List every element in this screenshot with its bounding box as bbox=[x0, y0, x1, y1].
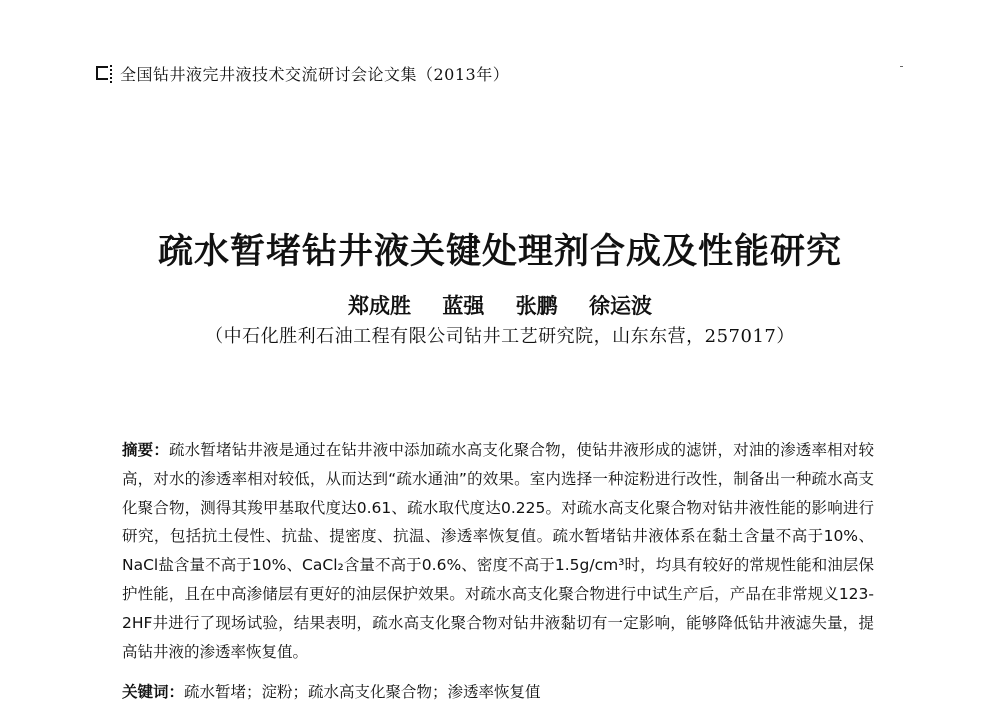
author: 郑成胜 bbox=[348, 293, 412, 318]
keywords-text: 疏水暂堵；淀粉；疏水高支化聚合物；渗透率恢复值 bbox=[184, 683, 541, 701]
author: 张鹏 bbox=[515, 293, 558, 318]
author-list bbox=[0, 290, 1000, 320]
scan-artifact bbox=[900, 66, 903, 67]
author: 蓝强 bbox=[442, 293, 485, 318]
keywords-label: 关键词： bbox=[122, 683, 185, 701]
paper-title: 疏水暂堵钻井液关键处理剂合成及性能研究 bbox=[157, 231, 842, 272]
proceedings-title: 全国钻井液完井液技术交流研讨会论文集（2013年） bbox=[120, 65, 510, 84]
author: 徐运波 bbox=[588, 293, 652, 318]
affiliation: （中石化胜利石油工程有限公司钻井工艺研究院，山东东营，257017） bbox=[205, 326, 795, 347]
book-icon bbox=[96, 64, 114, 84]
abstract-label: 摘要： bbox=[122, 441, 170, 459]
running-header bbox=[96, 62, 509, 85]
keywords bbox=[122, 680, 541, 702]
abstract bbox=[122, 436, 874, 666]
abstract-text: 疏水暂堵钻井液是通过在钻井液中添加疏水高支化聚合物，使钻井液形成的滤饼，对油的渗透率相对较高，对水的渗透率相对较低，从而达到“疏水通油”的效果。室内选择一种淀粉进行改性，制备出一种疏水高支化聚合物，测得其羧甲基取代度达0.61、疏水取代度达0.225。对疏水高支化聚合物对钻井液性能的影响进行研究，包括抗土侵性、抗盐、提密度、抗温、渗透率恢复值。疏水暂堵钻井液体系在黏土含量不高于10%、NaCl盐含量不高于10%、CaCl₂含量不高于0.6%、密度不高于1.5g/cm³时，均具有较好的常规性能和油层保护性能，且在中高渗储层有更好的油层保护效果。对疏水高支化聚合物进行中试生产后，产品在非常规义123-2HF井进行了现场试验，结果表明，疏水高支化聚合物对钻井液黏切有一定影响，能够降低钻井液滤失量，提高钻井液的渗透率恢复值。 bbox=[122, 441, 874, 661]
